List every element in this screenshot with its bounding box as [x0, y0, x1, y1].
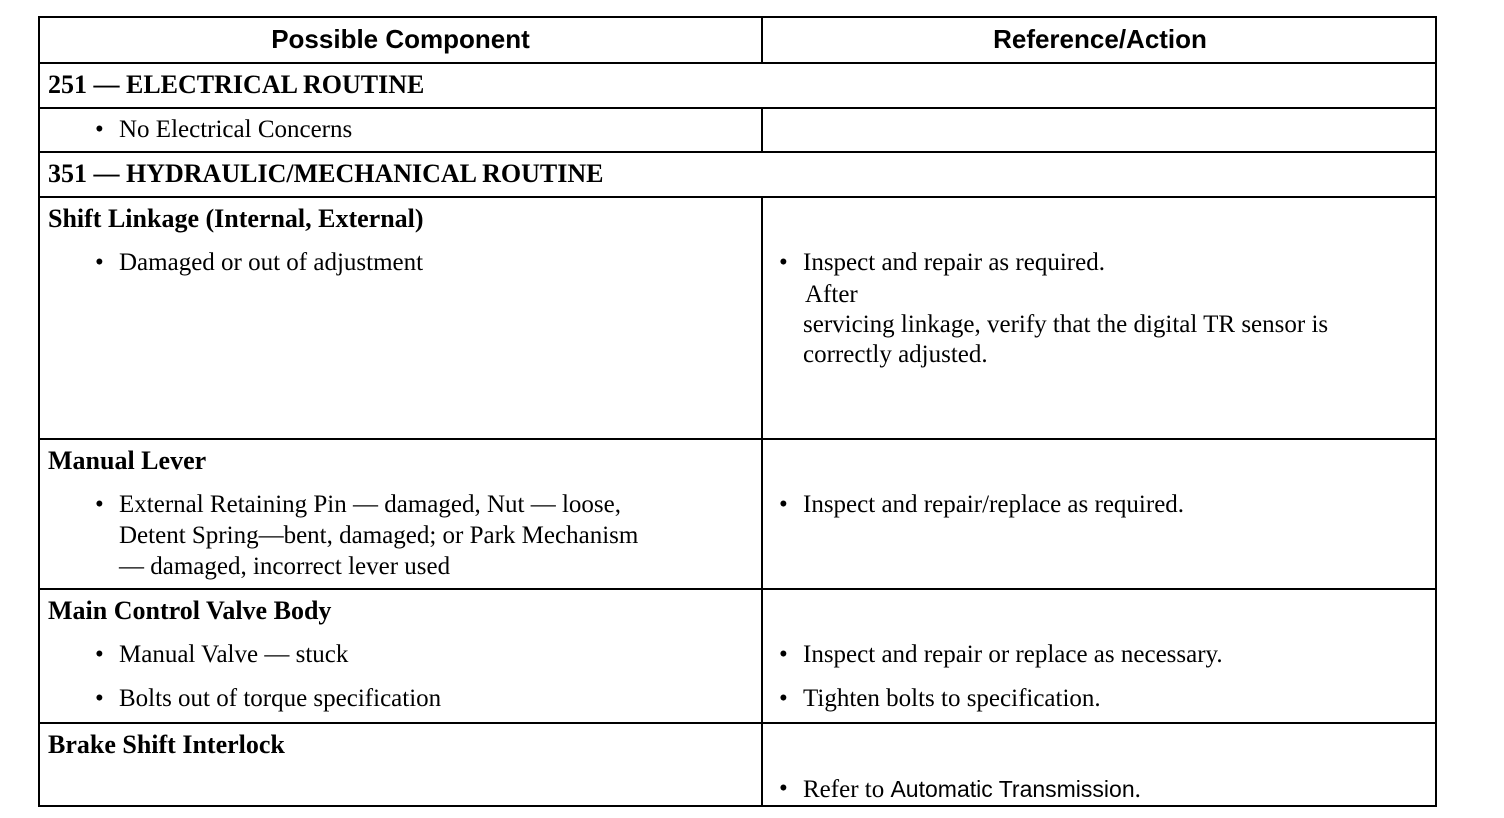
cause-shift-linkage: Damaged or out of adjustment: [119, 249, 424, 276]
action-brake-interlock: [803, 774, 1141, 806]
table-row-electrical: [40, 107, 1435, 151]
column-divider: [761, 18, 763, 62]
section-row-electrical: [40, 62, 1435, 107]
table-row-main-control: [40, 588, 1435, 722]
component-main-control-valve-body: Main Control Valve Body: [48, 596, 332, 625]
cause-bolts-torque: Bolts out of torque specification: [119, 685, 442, 712]
table-row-manual-lever: [40, 438, 1435, 588]
section-row-hydraulic: [40, 151, 1435, 196]
action-manual-valve: Inspect and repair or replace as necessary.: [803, 641, 1223, 668]
bullet: •: [779, 775, 788, 802]
header-row: [40, 18, 1435, 62]
bullet: •: [779, 641, 788, 668]
action-shift-linkage-line3: servicing linkage, verify that the digital TR sensor is: [803, 311, 1329, 338]
column-divider: [761, 196, 763, 807]
column-divider: [761, 107, 763, 151]
component-brake-shift-interlock: Brake Shift Interlock: [48, 730, 285, 759]
section-title-electrical: 251 — ELECTRICAL ROUTINE: [48, 70, 425, 99]
bullet: •: [95, 641, 104, 668]
component-shift-linkage: Shift Linkage (Internal, External): [48, 204, 424, 233]
table-row-shift-linkage: [40, 196, 1435, 438]
bullet: •: [95, 491, 104, 518]
action-shift-linkage-line2: After: [805, 281, 858, 308]
action-manual-lever: Inspect and repair/replace as required.: [803, 491, 1185, 518]
cause-manual-valve: Manual Valve — stuck: [119, 641, 349, 668]
bullet: •: [779, 249, 788, 276]
header-possible-component: Possible Component: [271, 24, 530, 54]
action-refer-prefix: Refer to: [803, 776, 891, 803]
section-title-hydraulic: 351 — HYDRAULIC/MECHANICAL ROUTINE: [48, 159, 604, 188]
diagnostic-table: [38, 16, 1437, 807]
bullet: •: [779, 491, 788, 518]
cause-manual-lever-line3: — damaged, incorrect lever used: [119, 553, 451, 580]
automatic-transmission-link[interactable]: Automatic Transmission: [890, 776, 1135, 802]
action-shift-linkage-line4: correctly adjusted.: [803, 341, 988, 368]
table-row-brake-interlock: [40, 722, 1435, 807]
cause-manual-lever-line2: Detent Spring—bent, damaged; or Park Mechanism: [119, 522, 639, 549]
component-manual-lever: Manual Lever: [48, 446, 207, 475]
bullet: •: [779, 685, 788, 712]
bullet: •: [95, 116, 104, 143]
header-reference-action: Reference/Action: [993, 24, 1207, 54]
bullet: •: [95, 249, 104, 276]
action-tighten-bolts: Tighten bolts to specification.: [803, 685, 1101, 712]
cause-manual-lever-line1: External Retaining Pin — damaged, Nut — loose,: [119, 491, 621, 518]
action-refer-suffix: .: [1134, 776, 1141, 803]
action-shift-linkage-line1: Inspect and repair as required.: [803, 249, 1105, 276]
bullet: •: [95, 685, 104, 712]
cause-no-electrical-concerns: No Electrical Concerns: [119, 116, 353, 143]
